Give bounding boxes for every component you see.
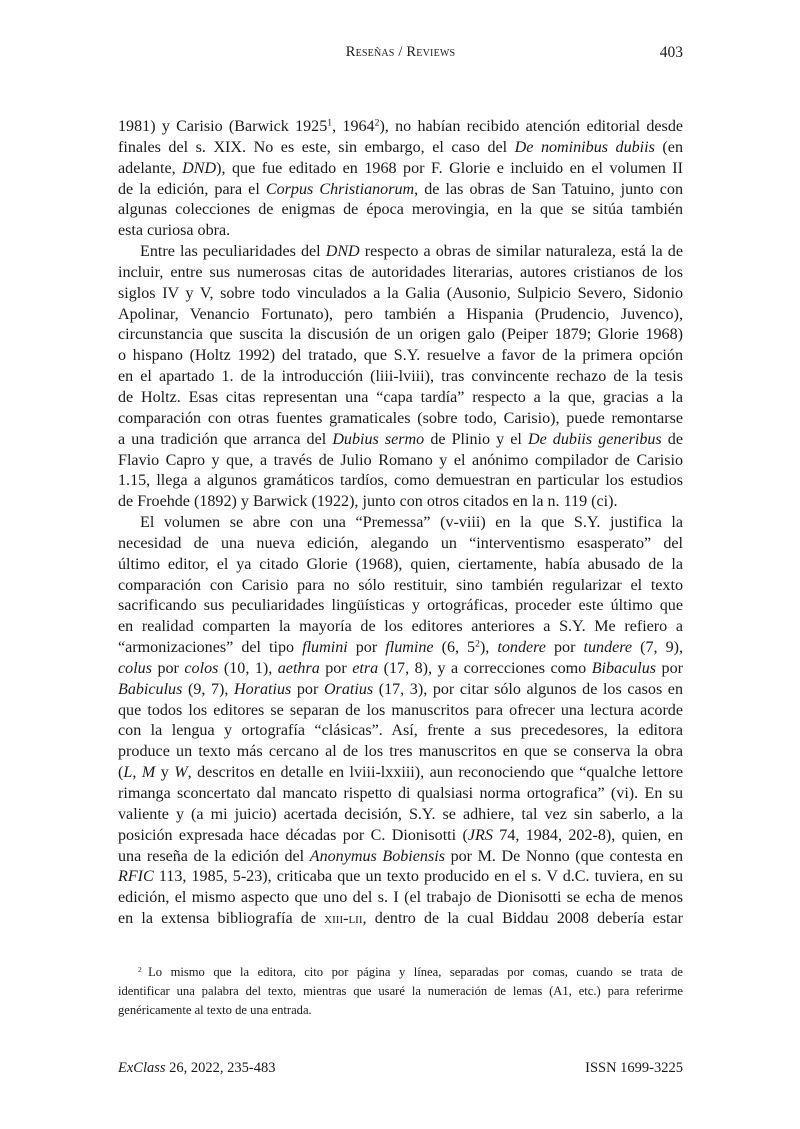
text-run: o hispano (Holtz 1992) del tratado, que S.Y. resuelve a favor de la primera opción — [118, 347, 683, 365]
italic-text: colus — [118, 659, 152, 677]
text-run: , descritos en detalle en lviii-lxxiii), aun reconociendo que “qualche lettore — [187, 764, 683, 782]
italic-text: Dubius sermo — [332, 430, 425, 448]
footnotes — [118, 963, 683, 1020]
text-run: por — [656, 659, 683, 677]
text-run: sacrificando sus peculiaridades lingüísticas y ortográficas, proceder este último que — [118, 597, 683, 615]
text-run: de Holtz. Esas citas representan una “capa tardía” respecto a la que, gracias a la — [118, 388, 683, 406]
text-run: respecto a obras de similar naturaleza, está la de — [359, 243, 683, 261]
text-run: (17, 3), por citar sólo algunos de los casos en — [373, 680, 683, 698]
text-run: (10, 1), — [218, 659, 278, 677]
text-line — [118, 367, 683, 388]
text-line — [118, 721, 683, 742]
text-line — [118, 805, 683, 826]
italic-text: De dubiis generibus — [527, 430, 662, 448]
text-run: posición expresada hace décadas por C. Dionisotti ( — [118, 826, 468, 844]
text-run: de — [661, 430, 683, 448]
text-line — [118, 117, 683, 138]
italic-text: colos — [184, 659, 219, 677]
text-line — [118, 325, 683, 346]
running-header — [118, 44, 683, 66]
text-line — [118, 784, 683, 805]
running-title: Reseñas / Reviews — [345, 44, 456, 60]
italic-text: Anonymus Bobiensis — [309, 847, 445, 865]
text-line — [118, 346, 683, 367]
text-line — [118, 242, 683, 263]
text-run: Apolinar, Venancio Fortunato), pero también a Hispania (Prudencio, Juvenco), — [118, 305, 683, 323]
footnote-number: 2 — [138, 964, 142, 974]
text-run: (en — [654, 138, 683, 156]
paragraph — [118, 242, 683, 513]
text-line — [118, 701, 683, 722]
text-run: (6, 5 — [433, 639, 476, 657]
text-run: ), que fue editado en 1968 por F. Glorie e incluido en el volumen II — [216, 159, 684, 177]
text-line — [118, 617, 683, 638]
footnote-line — [118, 963, 683, 982]
text-line — [118, 638, 683, 659]
text-run: 74, 1984, 202-8), quien, en — [492, 826, 683, 844]
text-run: una reseña de la edición del — [118, 847, 310, 865]
text-run: (7, 9), — [632, 639, 684, 657]
italic-text: Horatius — [234, 680, 292, 698]
text-run: circunstancia que suscita la discusión de un origen galo (Peiper 1879; Glorie 1968) — [118, 326, 683, 344]
text-run: con la lengua y ortografía “clásicas”. Así, frente a sus precedesores, la editora — [118, 722, 683, 740]
text-run: , dentro de la cual Biddau 2008 debería estar — [362, 910, 683, 928]
text-line — [118, 596, 683, 617]
text-line — [118, 471, 683, 492]
text-line — [118, 492, 683, 513]
text-run: y — [155, 764, 175, 782]
footnote-ref: 2 — [475, 638, 480, 650]
italic-text: tundere — [583, 639, 633, 657]
text-run: El volumen se abre con una “Premessa” (v-viii) en la que S.Y. justifica la — [140, 514, 683, 532]
italic-text: aethra — [277, 659, 320, 677]
text-line — [118, 180, 683, 201]
journal-citation — [118, 1060, 276, 1077]
issn: ISSN 1699-3225 — [585, 1060, 683, 1076]
text-run: siglos IV y V, sobre todo vinculados a la Galia (Ausonio, Sulpicio Severo, Sidonio — [118, 284, 683, 302]
text-run: por — [151, 659, 185, 677]
text-run: produce un texto más cercano al de los tres manuscritos en que se conserva la obra — [118, 743, 683, 761]
italic-text: Corpus Christianorum — [265, 180, 415, 198]
footnote-line — [118, 982, 683, 1001]
body-text — [118, 117, 683, 930]
text-run: adelante, — [118, 159, 183, 177]
text-run: 1981) y Carisio (Barwick 1925 — [118, 118, 328, 135]
paragraph — [118, 117, 683, 242]
small-caps-text: xiii-lii — [324, 910, 363, 928]
footnote-line — [118, 1001, 683, 1020]
italic-text: flumini — [302, 639, 348, 657]
text-run: en la extensa bibliografía de — [118, 910, 325, 928]
text-line — [118, 138, 683, 159]
text-line — [118, 409, 683, 430]
text-run: , — [132, 764, 142, 782]
italic-text: De nominibus dubiis — [514, 138, 655, 156]
text-run: incluir, entre sus numerosas citas de autoridades literarias, autores cristianos de los — [118, 263, 683, 281]
italic-text: flumine — [385, 639, 434, 657]
text-run: , 1964 — [332, 118, 375, 135]
text-run: rimanga sconcertato dal mancato rispetto di qualsiasi norma ortografica” (vi). En su — [118, 785, 683, 802]
text-run: en el apartado 1. de la introducción (liii-lviii), tras convincente rechazo de la tesis — [118, 368, 683, 386]
italic-text: DND — [325, 243, 360, 261]
text-run: necesidad de una nueva edición, alegando un “interventismo esasperato” del — [118, 534, 683, 552]
text-run: Flavio Capro y que, a través de Julio Romano y el anónimo compilador de Carisio — [118, 451, 683, 469]
text-run: genéricamente al texto de una entrada. — [118, 1003, 312, 1017]
italic-text: Bibaculus — [591, 659, 657, 677]
text-run: ), no habían recibido atención editorial desde — [379, 118, 684, 135]
text-run: 113, 1985, 5-23), criticaba que un texto producido en el s. V d.C. tuviera, en su — [153, 868, 683, 886]
text-run: (9, 7), — [182, 680, 235, 698]
italic-text: W — [174, 764, 188, 782]
text-line — [118, 659, 683, 680]
text-line — [118, 388, 683, 409]
text-run: ( — [118, 764, 124, 782]
text-run: 1.15, llega a algunos gramáticos tardíos, como demuestran en particular los estudios — [118, 472, 683, 490]
text-run: último editor, el ya citado Glorie (1968), quien, ciertamente, había abusado de la — [118, 555, 683, 573]
text-run: esta curiosa obra. — [118, 222, 231, 240]
text-run: por — [291, 680, 324, 698]
italic-text: JRS — [467, 826, 493, 844]
volume-pages: 26, 2022, 235-483 — [165, 1060, 276, 1076]
footnote-ref: 1 — [327, 117, 333, 129]
paragraph — [118, 513, 683, 930]
italic-text: RFIC — [118, 868, 154, 886]
text-run: por — [347, 639, 386, 657]
text-run: valiente y (a mi juicio) acertada decisión, S.Y. se adhiere, tal vez sin saberlo, a la — [118, 805, 683, 823]
italic-text: L — [123, 764, 133, 782]
text-line — [118, 680, 683, 701]
text-run: de la edición, para el — [118, 180, 266, 198]
text-run: por M. De Nonno (que contesta en — [444, 847, 684, 865]
journal-name: ExClass — [118, 1060, 166, 1076]
text-line — [118, 513, 683, 534]
text-run: Lo mismo que la editora, cito por página y línea, separadas por comas, cuando se trata de — [148, 965, 683, 979]
text-run: por — [319, 659, 353, 677]
text-line — [118, 534, 683, 555]
text-run: de Froehde (1892) y Barwick (1922), junto con otros citados en la n. 119 (ci). — [118, 493, 618, 511]
text-line — [118, 451, 683, 472]
italic-text: tondere — [497, 639, 546, 657]
text-line — [118, 909, 683, 930]
text-run: identificar una palabra del texto, mientras que usaré la numeración de lemas (A1, etc.) para referirme — [118, 984, 683, 998]
text-run: (17, 8), y a correcciones como — [378, 659, 592, 677]
text-line — [118, 847, 683, 868]
text-run: “armonizaciones” del tipo — [118, 639, 303, 657]
text-line — [118, 576, 683, 597]
text-line — [118, 763, 683, 784]
text-run: que todos los editores se separan de los manuscritos para ofrecer una lectura acorde — [118, 701, 683, 719]
italic-text: M — [141, 764, 156, 782]
text-line — [118, 200, 683, 221]
text-line — [118, 826, 683, 847]
italic-text: DND — [182, 159, 217, 177]
text-run: de Plinio y el — [424, 430, 528, 448]
text-line — [118, 867, 683, 888]
text-line — [118, 555, 683, 576]
text-line — [118, 159, 683, 180]
text-line — [118, 305, 683, 326]
text-line — [118, 263, 683, 284]
text-run: Entre las peculiaridades del — [140, 243, 326, 261]
text-line — [118, 284, 683, 305]
text-run: , de las obras de San Tatuino, junto con — [414, 180, 683, 198]
text-run: comparación con Carisio para no sólo restituir, sino también regularizar el texto — [118, 576, 683, 594]
text-run: edición, el mismo aspecto que uno del s. I (el trabajo de Dionisotti se echa de menos — [118, 889, 683, 907]
italic-text: etra — [352, 659, 379, 677]
text-run: comparación con otras fuentes gramaticales (sobre todo, Carisio), puede remontarse — [118, 409, 683, 427]
italic-text: Babiculus — [118, 680, 183, 698]
page-number: 403 — [659, 44, 683, 61]
text-run: en realidad comparten la mayoría de los editores anteriores a S.Y. Me refiero a — [118, 618, 683, 636]
footnote-ref: 2 — [374, 117, 380, 129]
text-run: algunas colecciones de enigmas de época merovingia, en la que se sitúa también — [118, 201, 683, 219]
footnote — [118, 963, 683, 1020]
text-line — [118, 221, 683, 242]
text-run: ), — [479, 639, 498, 657]
text-line — [118, 742, 683, 763]
text-line — [118, 888, 683, 909]
text-run: finales del s. XIX. No es este, sin embargo, el caso del — [118, 138, 515, 156]
text-line — [118, 430, 683, 451]
text-run: a una tradición que arranca del — [118, 430, 333, 448]
text-run: por — [545, 639, 584, 657]
italic-text: Oratius — [323, 680, 374, 698]
